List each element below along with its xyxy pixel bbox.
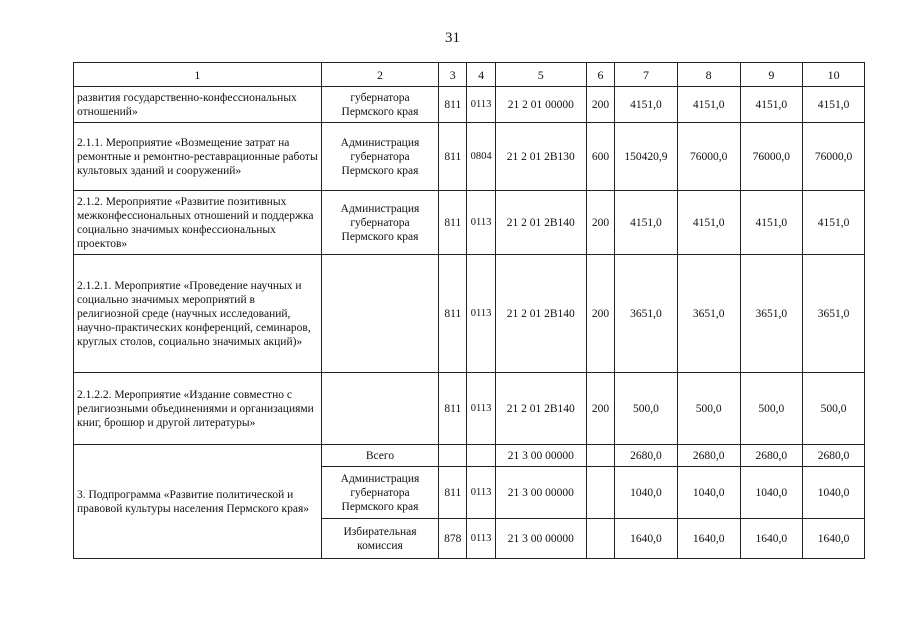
ministry-code — [439, 445, 467, 467]
ministry-code: 878 — [439, 519, 467, 559]
amount-col-8: 76000,0 — [677, 123, 740, 191]
header-cell: 6 — [586, 63, 614, 87]
section-code: 0113 — [467, 373, 495, 445]
header-cell: 1 — [74, 63, 322, 87]
expense-type-code: 600 — [586, 123, 614, 191]
amount-col-7: 500,0 — [615, 373, 678, 445]
target-article-code: 21 2 01 2В140 — [495, 255, 586, 373]
target-article-code: 21 3 00 00000 — [495, 519, 586, 559]
amount-col-9: 1640,0 — [740, 519, 803, 559]
ministry-code: 811 — [439, 87, 467, 123]
amount-col-9: 4151,0 — [740, 191, 803, 255]
amount-col-7: 4151,0 — [615, 191, 678, 255]
amount-col-10: 76000,0 — [803, 123, 865, 191]
table-row — [74, 123, 865, 191]
amount-col-10: 1040,0 — [803, 467, 865, 519]
activity-name: 2.1.2.2. Мероприятие «Издание совместно с религиозными объединениями и организациями книг, брошюр и другой литературы» — [74, 373, 322, 445]
administrator-cell — [321, 373, 438, 445]
amount-col-7: 150420,9 — [615, 123, 678, 191]
expense-type-code: 200 — [586, 255, 614, 373]
amount-col-7: 1640,0 — [615, 519, 678, 559]
amount-col-10: 500,0 — [803, 373, 865, 445]
table-row — [74, 255, 865, 373]
activity-name: 2.1.1. Мероприятие «Возмещение затрат на ремонтные и ремонтно-реставрационные работы культовых зданий и сооружений» — [74, 123, 322, 191]
target-article-code: 21 3 00 00000 — [495, 467, 586, 519]
expense-type-code: 200 — [586, 87, 614, 123]
target-article-code: 21 2 01 2В140 — [495, 373, 586, 445]
header-cell: 3 — [439, 63, 467, 87]
administrator-cell: губернатора Пермского края — [321, 87, 438, 123]
amount-col-8: 1040,0 — [677, 467, 740, 519]
table-row — [74, 87, 865, 123]
administrator-cell: Администрация губернатора Пермского края — [321, 191, 438, 255]
amount-col-8: 4151,0 — [677, 87, 740, 123]
header-cell: 5 — [495, 63, 586, 87]
administrator-cell — [321, 255, 438, 373]
amount-col-10: 1640,0 — [803, 519, 865, 559]
amount-col-10: 3651,0 — [803, 255, 865, 373]
expense-type-code — [586, 445, 614, 467]
target-article-code: 21 2 01 2В130 — [495, 123, 586, 191]
activity-name: 2.1.2.1. Мероприятие «Проведение научных и социально значимых мероприятий в религиозной среде (научных исследований, научно-практических конференций, семинаров, круглых столов, социально значимых акций)» — [74, 255, 322, 373]
header-cell: 2 — [321, 63, 438, 87]
target-article-code: 21 3 00 00000 — [495, 445, 586, 467]
table-row — [74, 445, 865, 467]
administrator-cell: Всего — [321, 445, 438, 467]
section-code: 0113 — [467, 191, 495, 255]
amount-col-8: 500,0 — [677, 373, 740, 445]
amount-col-7: 2680,0 — [615, 445, 678, 467]
header-cell: 10 — [803, 63, 865, 87]
ministry-code: 811 — [439, 373, 467, 445]
amount-col-10: 4151,0 — [803, 191, 865, 255]
table-row — [74, 373, 865, 445]
amount-col-9: 500,0 — [740, 373, 803, 445]
amount-col-9: 1040,0 — [740, 467, 803, 519]
amount-col-9: 4151,0 — [740, 87, 803, 123]
amount-col-7: 4151,0 — [615, 87, 678, 123]
activity-name: 2.1.2. Мероприятие «Развитие позитивных межконфессиональных отношений и поддержка социально значимых конфессиональных проектов» — [74, 191, 322, 255]
target-article-code: 21 2 01 2В140 — [495, 191, 586, 255]
ministry-code: 811 — [439, 191, 467, 255]
amount-col-9: 3651,0 — [740, 255, 803, 373]
amount-col-9: 2680,0 — [740, 445, 803, 467]
section-code: 0113 — [467, 87, 495, 123]
amount-col-8: 4151,0 — [677, 191, 740, 255]
amount-col-8: 3651,0 — [677, 255, 740, 373]
header-cell: 4 — [467, 63, 495, 87]
amount-col-10: 4151,0 — [803, 87, 865, 123]
amount-col-8: 2680,0 — [677, 445, 740, 467]
administrator-cell: Избирательная комиссия — [321, 519, 438, 559]
section-code — [467, 445, 495, 467]
section-code: 0113 — [467, 255, 495, 373]
section-code: 0113 — [467, 467, 495, 519]
header-cell: 9 — [740, 63, 803, 87]
administrator-cell: Администрация губернатора Пермского края — [321, 467, 438, 519]
section-code: 0804 — [467, 123, 495, 191]
ministry-code: 811 — [439, 123, 467, 191]
amount-col-7: 1040,0 — [615, 467, 678, 519]
target-article-code: 21 2 01 00000 — [495, 87, 586, 123]
expense-type-code — [586, 519, 614, 559]
ministry-code: 811 — [439, 467, 467, 519]
subprogram-name: 3. Подпрограмма «Развитие политической и правовой культуры населения Пермского края» — [74, 445, 322, 559]
activity-name: развития государственно-конфессиональных отношений» — [74, 87, 322, 123]
amount-col-9: 76000,0 — [740, 123, 803, 191]
amount-col-8: 1640,0 — [677, 519, 740, 559]
amount-col-7: 3651,0 — [615, 255, 678, 373]
budget-table — [73, 62, 865, 559]
amount-col-10: 2680,0 — [803, 445, 865, 467]
header-row — [74, 63, 865, 87]
header-cell: 7 — [615, 63, 678, 87]
expense-type-code: 200 — [586, 373, 614, 445]
header-cell: 8 — [677, 63, 740, 87]
section-code: 0113 — [467, 519, 495, 559]
ministry-code: 811 — [439, 255, 467, 373]
expense-type-code: 200 — [586, 191, 614, 255]
administrator-cell: Администрация губернатора Пермского края — [321, 123, 438, 191]
page-number: 31 — [445, 30, 460, 46]
table-row — [74, 191, 865, 255]
expense-type-code — [586, 467, 614, 519]
